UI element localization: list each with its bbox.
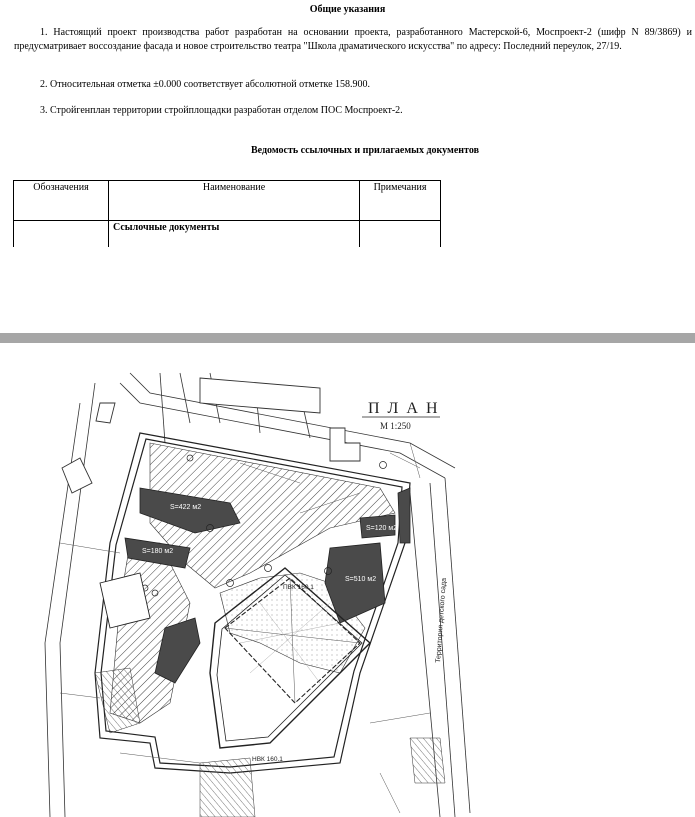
area-label-3: S=120 м2 [366,525,398,532]
table-row [14,221,441,248]
table-header-cell: Примечания [360,181,441,221]
plan-scale: М 1:250 [380,421,411,431]
documents-table [13,180,441,247]
table-cell [360,221,441,248]
page-separator [0,333,695,343]
table-header-row [14,181,441,221]
table-cell [14,221,109,248]
elevation-mark-1: ПВК 160.1 [283,584,314,591]
table-header-cell: Обозначения [14,181,109,221]
elevation-mark-2: НВК 160.1 [252,756,283,763]
plan-title: ПЛАН [368,400,446,417]
side-note: Территория детского сада [435,577,448,664]
area-label-2: S=180 м2 [142,548,174,555]
paragraph-2: 2. Относительная отметка ±0.000 соответствует абсолютной отметке 158.900. [40,79,371,90]
paragraph-1: 1. Настоящий проект производства работ разработан на основании проекта, разработанного Мастерской-6, Моспроект-2 (шифр N 89/3869) и предусматривает воссоздание фасада и новое строительство театра "Школа драматического искусства" по адресу: Последний переулок, 27/19. [14,27,692,52]
section-heading: Общие указания [309,4,386,15]
site-plan-svg [0,343,695,817]
site-plan-drawing [0,343,695,817]
table-header-cell: Наименование [109,181,360,221]
area-label-4: S=510 м2 [345,576,377,583]
paragraph-3: 3. Стройгенплан территории стройплощадки разработан отделом ПОС Моспроект-2. [40,105,403,116]
area-label-1: S=422 м2 [170,504,202,511]
document-page [0,0,695,333]
table-cell: Ссылочные документы [109,221,360,248]
documents-table-title: Ведомость ссылочных и прилагаемых документов [251,145,479,156]
